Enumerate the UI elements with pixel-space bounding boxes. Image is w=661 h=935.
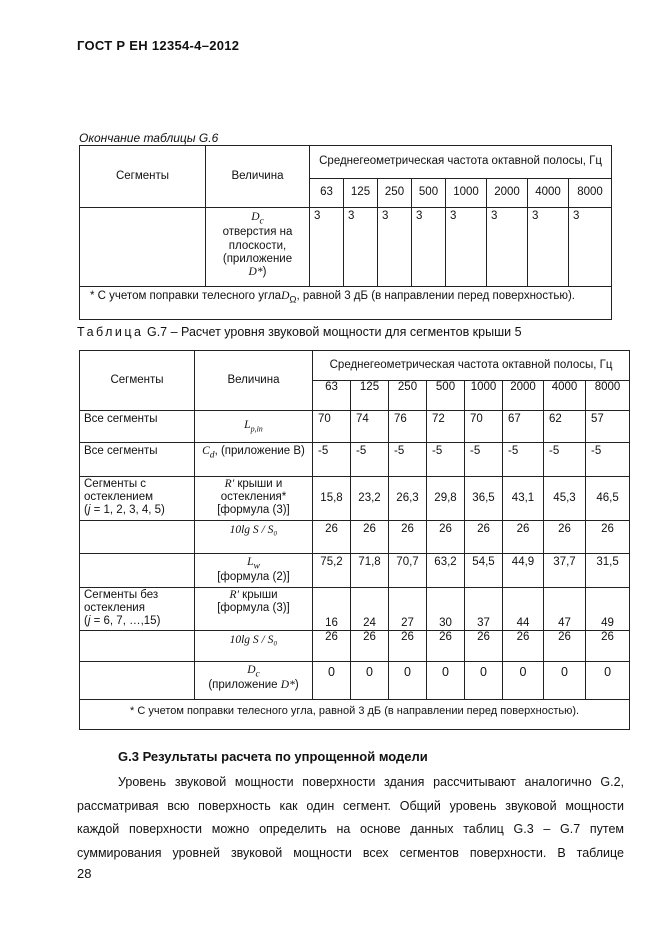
t2-value: -5: [544, 443, 586, 477]
t1-value: 3: [412, 208, 446, 287]
paragraph-line: каждой поверхности можно определить на основе данных таблиц G.3 – G.7 путем: [77, 822, 624, 836]
t2-value: 70,7: [389, 554, 427, 588]
t2-value: 0: [586, 662, 630, 700]
t1-value: 3: [344, 208, 378, 287]
t1-freq: 1000: [446, 179, 487, 208]
t2-segment: Все сегменты: [80, 443, 195, 477]
table-g7-caption: [77, 325, 522, 339]
t2-value: 37: [465, 588, 503, 631]
page-number: 28: [77, 866, 92, 881]
symbol-l: L: [247, 556, 254, 568]
t2-segment: [80, 588, 195, 631]
t2-value: 0: [351, 662, 389, 700]
t2-value: 31,5: [586, 554, 630, 588]
t2-value: 27: [389, 588, 427, 631]
symbol-d: D: [247, 664, 256, 676]
t1-segment-cell: [80, 208, 206, 287]
t2-value: 72: [427, 411, 465, 443]
t2-freq: 1000: [465, 381, 503, 411]
t2-freq: 63: [313, 381, 351, 411]
table-g6-caption: Окончание таблицы G.6: [79, 131, 219, 145]
t2-freq: 500: [427, 381, 465, 411]
t2-footnote: * С учетом поправки телесного угла, равной 3 дБ (в направлении перед поверхностью).: [80, 700, 630, 730]
t2-segment-j: j: [87, 615, 91, 628]
t2-col-segments: Сегменты: [80, 351, 195, 411]
t2-segment-l1: Сегменты без остекления: [84, 589, 159, 615]
t2-value: 26: [465, 631, 503, 662]
t2-value: 26: [351, 521, 389, 554]
t1-quantity-text: отверстия на плоскости, (приложение: [222, 226, 293, 265]
annex-symbol: D*: [248, 265, 263, 278]
t2-value: -5: [586, 443, 630, 477]
t2-quantity-text: крыши: [242, 589, 278, 601]
t2-quantity: [195, 443, 313, 477]
caption-spaced: Таблица: [77, 325, 144, 339]
t2-quantity: [195, 477, 313, 521]
symbol-sub: w: [253, 560, 260, 572]
t2-segment: [80, 521, 195, 554]
paragraph-line: суммирования уровней звуковой мощности всех сегментов поверхности. В таблице: [77, 845, 624, 860]
t2-value: -5: [503, 443, 544, 477]
t1-value: 3: [378, 208, 412, 287]
symbol-sub: p,in: [250, 424, 263, 434]
t2-quantity: [195, 631, 313, 662]
t2-formula: [формула (3)]: [217, 602, 290, 615]
t2-value: 71,8: [351, 554, 389, 588]
annex-close: ): [262, 265, 267, 278]
t2-value: 26: [389, 521, 427, 554]
t2-value: 26: [586, 631, 630, 662]
t2-value: 46,5: [586, 477, 630, 521]
t1-freq-header: Среднегеометрическая частота октавной полосы, Гц: [310, 146, 612, 179]
t2-formula: [формула (3)]: [217, 504, 290, 517]
t2-value: 54,5: [465, 554, 503, 588]
t2-value: 26: [427, 631, 465, 662]
annex-symbol: D*: [280, 679, 295, 692]
t2-value: 0: [465, 662, 503, 700]
t2-quantity: [195, 554, 313, 588]
document-header: ГОСТ Р ЕН 12354-4–2012: [77, 38, 240, 53]
t2-value: 29,8: [427, 477, 465, 521]
t1-value: 3: [569, 208, 612, 287]
t2-freq: 250: [389, 381, 427, 411]
t2-freq: 125: [351, 381, 389, 411]
t2-value: 0: [544, 662, 586, 700]
t2-value: 63,2: [427, 554, 465, 588]
t2-segment-j: j: [87, 504, 91, 517]
t2-value: 26: [427, 521, 465, 554]
t2-value: 26: [544, 521, 586, 554]
t2-value: 75,2: [313, 554, 351, 588]
t2-expr: 10lg S / S₀: [229, 524, 278, 536]
t2-formula: [формула (2)]: [217, 571, 290, 584]
symbol-r: R': [224, 478, 235, 490]
t1-value: 3: [446, 208, 487, 287]
paragraph-line: Уровень звуковой мощности поверхности здания рассчитывают аналогично G.2,: [118, 775, 624, 789]
t2-value: 47: [544, 588, 586, 631]
t1-note-post: , равной 3 дБ (в направлении перед поверхностью).: [296, 290, 575, 302]
t2-value: 26: [503, 521, 544, 554]
t2-value: 30: [427, 588, 465, 631]
note-symbol-sub: Ω: [289, 294, 297, 306]
t2-value: 26,3: [389, 477, 427, 521]
symbol-c: C: [202, 445, 210, 457]
symbol-sub: c: [259, 215, 264, 227]
t2-value: -5: [389, 443, 427, 477]
t2-segment: [80, 631, 195, 662]
symbol-l: L: [244, 419, 251, 432]
t2-value: 62: [544, 411, 586, 443]
t2-value: 15,8: [313, 477, 351, 521]
t2-quantity: [195, 411, 313, 443]
t2-value: 44: [503, 588, 544, 631]
t2-segment-l2-post: = 6, 7, …,15): [90, 615, 161, 628]
t2-value: -5: [313, 443, 351, 477]
t1-freq: 8000: [569, 179, 612, 208]
t2-value: 26: [586, 521, 630, 554]
t2-value: 24: [351, 588, 389, 631]
t2-segment-l2-pre: (: [84, 615, 88, 628]
t2-col-quantity: Величина: [195, 351, 313, 411]
t1-freq: 500: [412, 179, 446, 208]
t2-value: 70: [465, 411, 503, 443]
t2-value: 26: [389, 631, 427, 662]
t2-value: 36,5: [465, 477, 503, 521]
symbol-sub: d: [209, 449, 215, 461]
t1-quantity-cell: [206, 208, 310, 287]
t2-value: 37,7: [544, 554, 586, 588]
t2-freq: 8000: [586, 381, 630, 411]
t2-quantity: [195, 588, 313, 631]
t1-freq: 4000: [528, 179, 569, 208]
symbol-r: R': [229, 589, 239, 601]
t2-quantity: [195, 521, 313, 554]
t2-segment-l2-pre: (: [84, 504, 88, 517]
t2-value: 67: [503, 411, 544, 443]
annex-close: ): [294, 679, 299, 692]
t1-freq: 2000: [487, 179, 528, 208]
t2-value: 0: [503, 662, 544, 700]
t2-expr: 10lg S / S₀: [229, 634, 278, 646]
symbol-sub: c: [255, 668, 260, 680]
t2-freq-header: Среднегеометрическая частота октавной полосы, Гц: [313, 351, 630, 381]
t2-quantity-text: крыши и остекления*: [220, 478, 287, 504]
t2-value: 26: [544, 631, 586, 662]
section-heading: G.3 Результаты расчета по упрощенной модели: [118, 749, 428, 764]
t2-value: 0: [313, 662, 351, 700]
t2-value: 57: [586, 411, 630, 443]
t1-freq: 63: [310, 179, 344, 208]
t2-segment: [80, 662, 195, 700]
t2-freq: 4000: [544, 381, 586, 411]
table-g7: [79, 350, 630, 730]
t2-quantity-text: , (приложение B): [214, 445, 305, 457]
t2-value: -5: [351, 443, 389, 477]
caption-rest: G.7 – Расчет уровня звуковой мощности для сегментов крыши 5: [143, 325, 522, 339]
t2-segment-l1: Сегменты с остеклением: [84, 478, 154, 504]
t2-value: 44,9: [503, 554, 544, 588]
t2-value: 74: [351, 411, 389, 443]
t1-note-pre: * С учетом поправки телесного угла: [90, 290, 282, 302]
t1-col-segments: Сегменты: [80, 146, 206, 208]
t2-value: 0: [427, 662, 465, 700]
t2-value: 45,3: [544, 477, 586, 521]
t2-quantity-text: (приложение: [208, 679, 278, 692]
t2-value: 23,2: [351, 477, 389, 521]
section-paragraph: [77, 771, 624, 865]
t2-segment: [80, 554, 195, 588]
note-symbol: D: [281, 290, 290, 302]
t2-value: -5: [427, 443, 465, 477]
t1-value: 3: [487, 208, 528, 287]
t1-freq: 125: [344, 179, 378, 208]
t1-col-quantity: Величина: [206, 146, 310, 208]
t2-value: 70: [313, 411, 351, 443]
t1-freq: 250: [378, 179, 412, 208]
symbol-d: D: [251, 211, 260, 223]
t1-value: 3: [528, 208, 569, 287]
table-g6: [79, 145, 612, 320]
t1-footnote: [80, 287, 612, 320]
t2-segment: [80, 477, 195, 521]
t2-value: 49: [586, 588, 630, 631]
t2-value: 0: [389, 662, 427, 700]
t2-value: 26: [351, 631, 389, 662]
t2-segment: Все сегменты: [80, 411, 195, 443]
t2-quantity: [195, 662, 313, 700]
t2-value: 76: [389, 411, 427, 443]
t2-value: 26: [313, 521, 351, 554]
t2-value: 43,1: [503, 477, 544, 521]
t2-value: 26: [465, 521, 503, 554]
paragraph-line: рассматривая всю поверхность как один сегмент. Общий уровень звуковой мощности: [77, 798, 624, 813]
t2-value: 26: [313, 631, 351, 662]
t2-value: -5: [465, 443, 503, 477]
t2-freq: 2000: [503, 381, 544, 411]
t2-segment-l2-post: = 1, 2, 3, 4, 5): [90, 504, 165, 517]
t1-value: 3: [310, 208, 344, 287]
t2-value: 16: [313, 588, 351, 631]
t2-value: 26: [503, 631, 544, 662]
